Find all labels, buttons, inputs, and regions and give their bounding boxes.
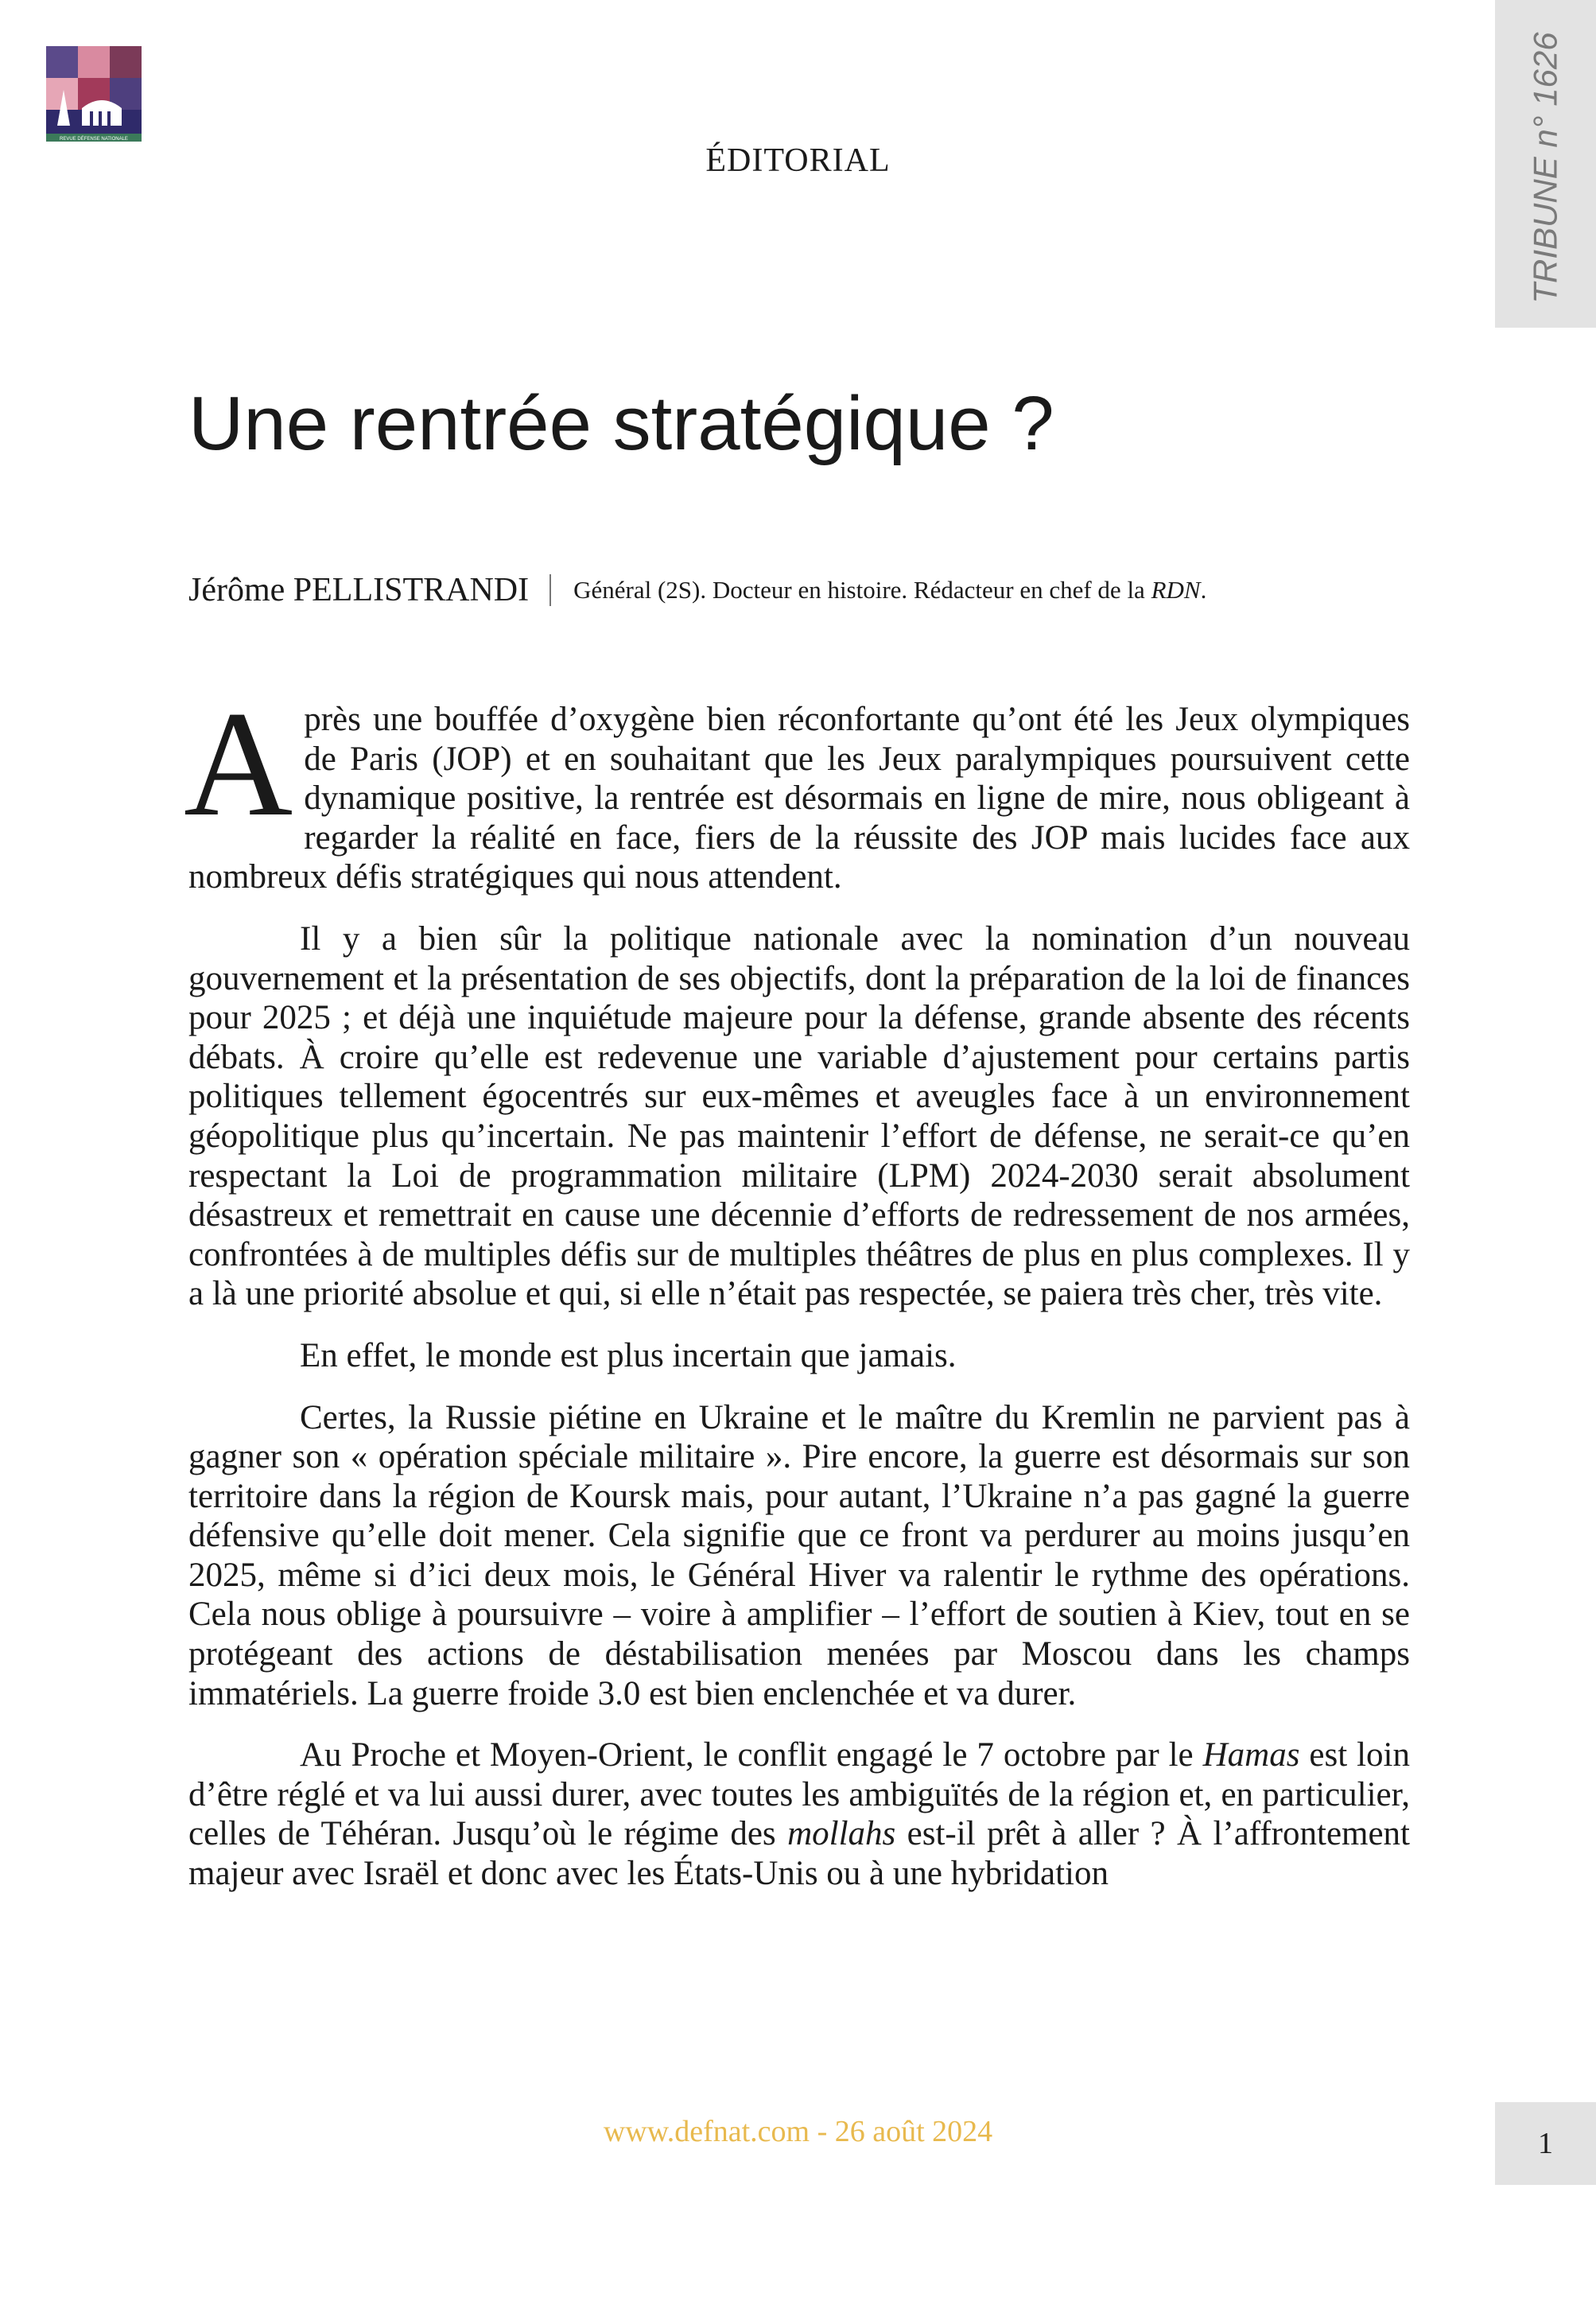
article-title: Une rentrée stratégique ?: [188, 381, 1054, 466]
author-line: [188, 571, 1206, 609]
author-description: [573, 576, 1206, 604]
author-description-text: Général (2S). Docteur en histoire. Rédacteur en chef de la: [573, 576, 1151, 604]
italic-term: Hamas: [1202, 1736, 1300, 1774]
page-number: 1: [1495, 2102, 1596, 2185]
author-description-end: .: [1200, 576, 1207, 604]
paragraph: Il y a bien sûr la politique nationale avec la nomination d’un nouveau gouvernement et la présentation de ses objectifs, dont la préparation de la loi de finances pour 2025 ; et déjà une inquiétude majeure pour la défense, grande absente des récents débats. À croire qu’elle est redevenue une variable d’ajustement pour certains partis politiques tellement égocentrés sur eux-mêmes et aveugles face à un environnement géopolitique plus qu’incertain. Ne pas maintenir l’effort de défense, ne serait-ce qu’en respectant la Loi de programmation militaire (LPM) 2024-2030 serait absolument désastreux et remettrait en cause une décennie d’efforts de redressement de nos armées, confrontées à de multiples défis sur de multiples théâtres de plus en plus complexes. Il y a là une priorité absolue et qui, si elle n’était pas respectée, se paiera très cher, très vite.: [188, 919, 1410, 1313]
paragraph-text: près une bouffée d’oxygène bien réconfortante qu’ont été les Jeux olympiques de Paris (JOP) et en souhaitant que les Jeux paralympiques poursuivent cette dynamique positive, la rentrée est désormais en ligne de mire, nous obligeant à regarder la réalité en face, fiers de la réussite des JOP mais lucides face aux nombreux défis stratégiques qui nous attendent.: [188, 701, 1410, 896]
tribune-number: TRIBUNE n° 1626: [1526, 32, 1564, 304]
paragraph: Certes, la Russie piétine en Ukraine et le maître du Kremlin ne parvient pas à gagner son « opération spéciale militaire ». Pire encore, la guerre est désormais sur son territoire dans la région de Koursk mais, pour autant, l’Ukraine n’a pas gagné la guerre défensive qu’elle doit mener. Cela signifie que ce front va perdurer au moins jusqu’en 2025, même si d’ici deux mois, le Général Hiver va ralentir le rythme des opérations. Cela nous oblige à poursuivre – voire à amplifier – l’effort de soutien à Kiev, tout en se protégeant des actions de déstabilisation menées par Moscou dans les champs immatériels. La guerre froide 3.0 est bien enclenchée et va durer.: [188, 1398, 1410, 1712]
article-body: [184, 681, 1411, 1916]
footer-link[interactable]: www.defnat.com - 26 août 2024: [603, 2115, 993, 2148]
author-name: Jérôme PELLISTRANDI: [188, 572, 530, 608]
rdn-logo: [46, 46, 142, 142]
paragraph: [188, 1735, 1410, 1893]
paragraph-text: est-il prêt à aller ? À l’affrontement majeur avec Israël et donc avec les États-Unis ou à une hybridation: [188, 1815, 1411, 1893]
section-label: ÉDITORIAL: [705, 142, 891, 179]
paragraph: [184, 681, 1410, 897]
paragraph: En effet, le monde est plus incertain que jamais.: [300, 1336, 957, 1374]
author-separator: [549, 574, 551, 606]
author-description-rdn: RDN: [1151, 576, 1201, 604]
drop-cap: A: [184, 681, 293, 848]
logo-caption: REVUE DÉFENSE NATIONALE: [60, 137, 128, 142]
rdn-logo-graphic: [46, 46, 142, 142]
paragraph-text: Au Proche et Moyen-Orient, le conflit engagé le 7 octobre par le: [300, 1736, 1203, 1774]
paragraph-text: est loin d’être réglé et va lui aussi durer, avec toutes les ambiguïtés de la région et, en particulier, celles de Téhéran. Jusqu’où le régime des: [188, 1736, 1410, 1853]
italic-term: mollahs: [787, 1815, 896, 1853]
